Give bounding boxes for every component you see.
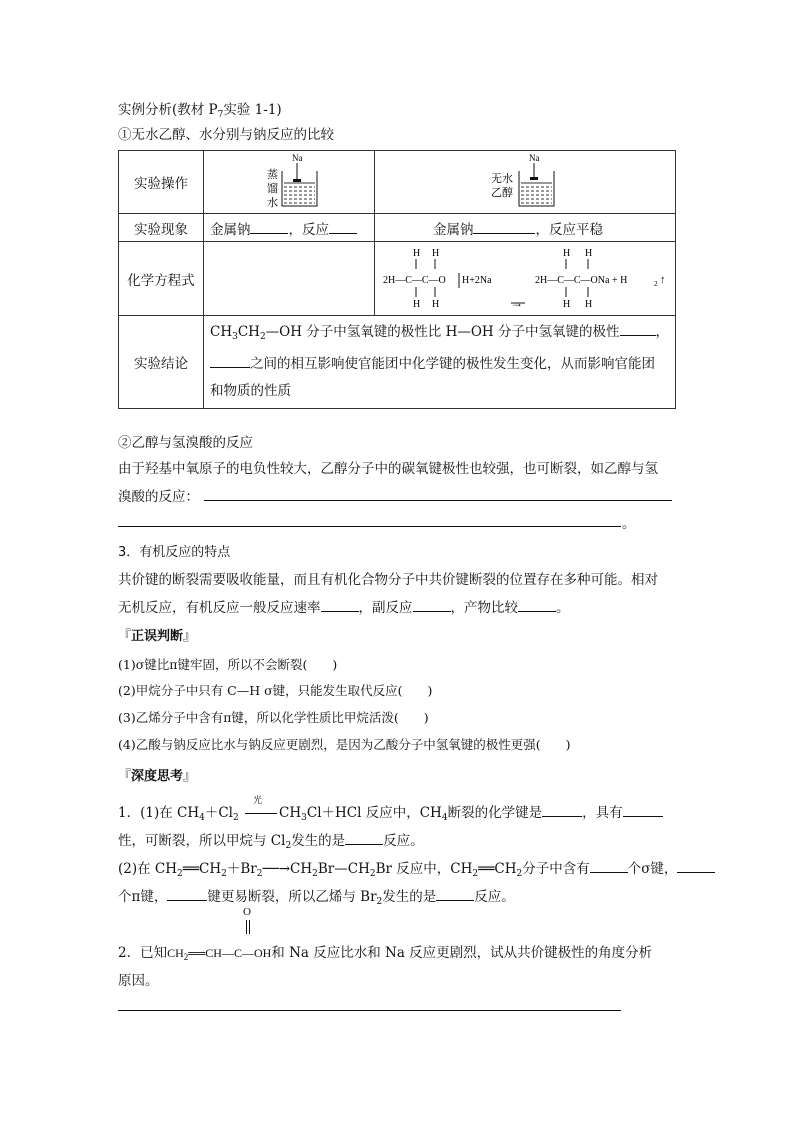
table-row (119, 151, 676, 214)
answer-line[interactable] (204, 500, 672, 501)
row-label: 实验操作 (119, 151, 204, 214)
table-row (119, 214, 676, 242)
svg-text:水: 水 (266, 196, 278, 209)
paragraph: 由于羟基中氧原子的电负性较大，乙醇分子中的碳氧键极性也较强，也可断裂，如乙醇与氢 (118, 461, 658, 477)
judge-item: (2)甲烷分子中只有 C—H σ键，只能发生取代反应( ) (118, 683, 433, 698)
svg-text:馏: 馏 (266, 182, 278, 195)
table-row (119, 242, 676, 316)
subsection-title: ②乙醇与氢溴酸的反应 (118, 435, 253, 451)
svg-text:Na: Na (291, 153, 303, 163)
obs-water: 金属钠 ，反应 (203, 214, 374, 242)
svg-text:2H—C—C—O: 2H—C—C—O (382, 274, 446, 286)
equation-water (203, 242, 374, 316)
svg-text:H: H (412, 247, 421, 259)
svg-text:蒸: 蒸 (266, 168, 278, 181)
svg-text:H+2Na: H+2Na (461, 274, 492, 286)
svg-text:H: H (584, 247, 593, 259)
period: 。 (622, 516, 636, 532)
experiment-table (118, 150, 676, 409)
svg-text:2H—C—C—ONa + H: 2H—C—C—ONa + H (534, 274, 628, 286)
question-1-line2: 性，可断裂，所以甲烷与 $Cl_2$发生的是 反应。 (118, 829, 424, 851)
subsection-title: ①无水乙醇、水分别与钠反应的比较 (118, 127, 334, 143)
conclusion-cell: $CH_3CH_2—OH$ 分子中氢氧键的极性比 H—OH 分子中氢氧键的极性 ， 之间的相互影响使官能团中化学键的极性发生变化，从而影响官能团 和物质的性质 (203, 316, 675, 409)
judge-tag: 『 正误判断 』 (118, 625, 196, 644)
paragraph: 无机反应，有机反应一般反应速率 ，副反应 ，产物比较 。 (118, 596, 570, 616)
svg-text:H: H (562, 298, 571, 310)
question-2-line2: 原因。 (118, 973, 159, 989)
svg-text:Na: Na (528, 153, 540, 163)
judge-item: (4)乙酸与钠反应比水与钠反应更剧烈，是因为乙酸分子中氢氧键的极性更强( ) (118, 737, 571, 752)
carbonyl-bond (249, 920, 250, 934)
beaker-water-cell (203, 151, 374, 214)
svg-text:H: H (412, 298, 421, 310)
equation-diagram (375, 243, 675, 315)
question-2-line1: 2．已知$CH_2══CH—C—OH$和 Na 反应比水和 Na 反应更剧烈，试从共价键极性的角度分析 (118, 945, 653, 962)
svg-text:2: 2 (653, 279, 658, 288)
svg-text:↑: ↑ (659, 273, 666, 286)
carbonyl-bond (246, 920, 247, 934)
row-label: 化学方程式 (119, 242, 204, 316)
beaker-water-icon (204, 151, 374, 213)
judge-item: (1)σ键比π键牢固，所以不会断裂( ) (118, 657, 338, 672)
beaker-ethanol-cell (374, 151, 675, 214)
question-1-part2-line2: 个π键， 键更易断裂，所以乙烯与 $Br_2$发生的是 反应。 (118, 885, 515, 907)
svg-text:乙醇: 乙醇 (490, 186, 513, 199)
svg-text:H: H (562, 247, 571, 259)
svg-text:→: → (510, 295, 523, 310)
svg-text:H: H (584, 298, 593, 310)
answer-line[interactable] (118, 1010, 621, 1011)
question-1-part2-line1: (2)在 $CH_2══CH_2+Br_2──\to CH_2Br—CH_2Br$ 反应中，$CH_2══CH_2$分子中含有 个σ键， (118, 857, 715, 879)
row-label: 实验结论 (119, 316, 204, 409)
judge-item: (3)乙烯分子中含有π键，所以化学性质比甲烷活泼( ) (118, 710, 429, 725)
svg-text:H: H (431, 247, 440, 259)
section-title: 实例分析(教材 $P_7$实验 1-1) (118, 102, 282, 120)
paragraph: 溴酸的反应： (118, 489, 199, 505)
answer-line[interactable] (118, 526, 621, 527)
svg-text:无水: 无水 (490, 172, 513, 185)
beaker-ethanol-icon (375, 151, 675, 213)
row-label: 实验现象 (119, 214, 204, 242)
equation-ethanol (374, 242, 675, 316)
question-1-line1: 1．(1)在 $CH_4+Cl_2$ 光 $CH_3Cl+HCl$ 反应中，$CH_4$断裂的化学键是 ，具有 (118, 801, 663, 823)
table-row (119, 316, 676, 409)
carbonyl-o: O (243, 906, 251, 918)
section-heading: 3．有机反应的特点 (118, 545, 231, 560)
think-tag: 『 深度思考 』 (118, 765, 196, 784)
light-arrow: 光 (243, 805, 279, 821)
svg-text:H: H (431, 298, 440, 310)
obs-ethanol: 金属钠 ，反应平稳 (374, 214, 675, 242)
paragraph: 共价键的断裂需要吸收能量，而且有机化合物分子中共价键断裂的位置存在多种可能。相对 (118, 572, 658, 588)
